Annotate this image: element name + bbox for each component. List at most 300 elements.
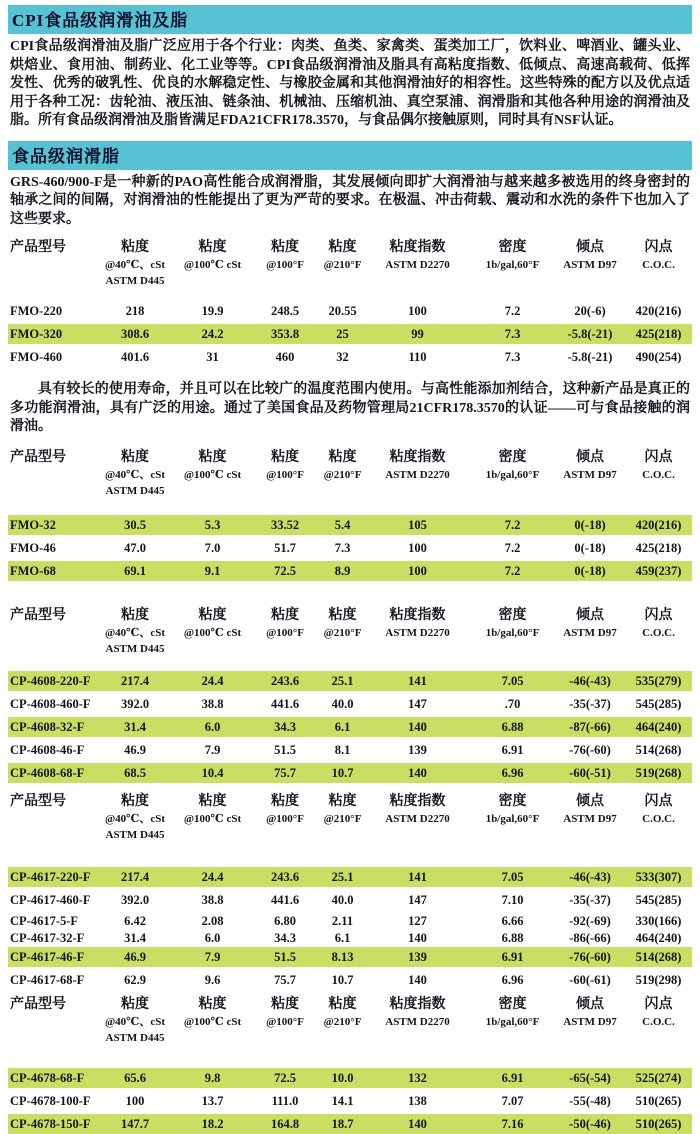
column-header-method: ASTM D445 (105, 275, 165, 287)
column-header-3 (320, 793, 365, 827)
column-header-condition: @100°F (266, 259, 304, 271)
table-header-row (8, 793, 692, 843)
column-header-0 (95, 793, 175, 843)
value-col-0: 392.0 (120, 696, 150, 711)
column-header-condition: @100°F (266, 812, 304, 825)
column-header-title: 粘度指数 (389, 793, 446, 809)
intro-paragraph: CPI食品级润滑油及脂广泛应用于各个行业：肉类、鱼类、家禽类、蛋类加工厂，饮料业、啤酒业、罐头业、烘焙业、食用油、制药业、化工业等等。CPI食品级润滑油及脂具有高粘度指数、低倾点、高速高载荷、低挥发性、优秀的破乳性、优良的水解稳定性、与橡胶金属和其他润滑油好的相容性。这些特殊的配方以及优点适用于各种工况：齿轮油、液压油、链条油、机械油、压缩机油、真空泵浦、润滑脂和其他各种用途的润滑油及脂。所有食品级润滑油及脂皆满足FDA21CFR178.3570，与食品偶尔接触原则，同时具有NSF认证。 (10, 39, 690, 128)
column-header-title: 粘度 (271, 240, 299, 255)
column-header-title: 粘度 (271, 607, 299, 623)
table-row (8, 694, 692, 714)
column-header-title: 密度 (498, 607, 527, 623)
column-header-condition: ASTM D97 (563, 468, 617, 481)
column-header-title: 倾点 (576, 607, 604, 623)
column-header-title: 闪点 (644, 607, 673, 623)
product-model: FMO-32 (10, 517, 56, 532)
column-header-7 (625, 449, 692, 483)
column-header-3 (320, 996, 365, 1030)
column-header-method: ASTM D445 (105, 642, 165, 655)
value-col-5: 7.3 (504, 327, 521, 341)
column-header-condition: 1b/gal,60°F (485, 626, 540, 639)
column-header-title: 粘度 (328, 996, 357, 1012)
value-col-5: 6.96 (501, 972, 524, 987)
value-col-7: 425(218) (635, 327, 682, 341)
column-header-method: ASTM D445 (105, 828, 165, 841)
column-header-5 (470, 793, 555, 827)
value-col-0: 392.0 (120, 892, 150, 907)
value-col-2: 51.7 (274, 540, 296, 555)
product-model: FMO-220 (10, 304, 63, 318)
table-row (8, 538, 692, 558)
value-col-2: 72.5 (274, 563, 296, 578)
value-col-6: -5.8(-21) (567, 350, 613, 364)
value-col-2: 34.3 (274, 719, 296, 734)
table-row (8, 347, 692, 367)
column-header-title: 粘度 (198, 449, 227, 465)
value-col-3: 2.11 (331, 913, 354, 928)
value-col-5: 6.91 (501, 742, 524, 757)
value-col-2: 75.7 (274, 972, 296, 987)
value-col-2: 353.8 (270, 327, 300, 341)
spec-table-cp-4608-series (8, 607, 692, 783)
value-col-2: 460 (275, 350, 295, 364)
column-header-title: 粘度 (198, 793, 227, 809)
value-col-0: 30.5 (124, 517, 146, 532)
value-col-6: -60(-61) (569, 972, 611, 987)
value-col-4: 100 (408, 304, 427, 318)
table-row (8, 913, 692, 930)
column-header-6 (555, 793, 625, 827)
value-col-1: 24.2 (201, 327, 224, 341)
value-col-3: 25 (336, 327, 349, 341)
column-header-title: 粘度 (328, 793, 357, 809)
value-col-0: 68.5 (124, 765, 146, 780)
value-col-0: 217.4 (120, 673, 150, 688)
column-header-condition: C.O.C. (642, 812, 675, 825)
value-col-7: 519(298) (635, 972, 682, 987)
column-header-product-model: 产品型号 (10, 607, 66, 623)
value-col-5: 7.10 (501, 892, 524, 907)
value-col-1: 10.4 (201, 765, 224, 780)
column-header-product-model: 产品型号 (10, 996, 66, 1012)
value-col-7: 425(218) (635, 540, 682, 555)
section-title-oils-and-greases (8, 5, 692, 34)
product-model: FMO-460 (10, 350, 63, 364)
table-row (8, 1091, 692, 1111)
column-header-0 (95, 607, 175, 657)
value-col-0: 6.42 (124, 913, 146, 928)
column-header-condition: @40℃、cSt (104, 812, 166, 825)
value-col-2: 164.8 (270, 1116, 300, 1131)
column-header-5 (470, 239, 555, 273)
column-header-0 (95, 449, 175, 499)
value-col-4: 141 (408, 673, 427, 688)
column-header-1 (175, 449, 250, 483)
column-header-product-model: 产品型号 (10, 240, 66, 255)
value-col-4: 140 (408, 930, 427, 945)
value-col-1: 2.08 (201, 913, 224, 928)
value-col-4: 127 (408, 913, 427, 928)
value-col-6: -92(-69) (569, 913, 611, 928)
value-col-1: 7.0 (204, 540, 221, 555)
table-row (8, 1114, 692, 1134)
value-col-0: 308.6 (120, 327, 150, 341)
value-col-6: -55(-48) (569, 1093, 611, 1108)
value-col-2: 243.6 (270, 673, 300, 688)
value-col-0: 47.0 (124, 540, 146, 555)
value-col-6: -46(-43) (569, 869, 611, 884)
value-col-7: 514(268) (635, 949, 682, 964)
column-header-title: 闪点 (644, 996, 673, 1012)
column-header-7 (625, 607, 692, 641)
value-col-7: 420(216) (635, 517, 682, 532)
value-col-0: 65.6 (124, 1070, 146, 1085)
column-header-0 (95, 239, 175, 289)
value-col-3: 8.13 (331, 949, 354, 964)
column-header-title: 倾点 (576, 996, 604, 1012)
column-header-condition: @100℃ cSt (183, 812, 242, 825)
value-col-6: -60(-51) (569, 765, 611, 780)
column-header-condition: C.O.C. (642, 468, 675, 481)
column-header-condition: ASTM D2270 (385, 468, 450, 481)
product-model: CP-4617-32-F (10, 930, 85, 945)
table-row (8, 947, 692, 967)
column-header-condition: @100℃ cSt (183, 626, 242, 639)
column-header-title: 粘度 (271, 793, 299, 809)
value-col-5: 7.2 (504, 540, 521, 555)
column-header-title: 倾点 (576, 240, 604, 255)
column-header-3 (320, 239, 365, 273)
column-header-condition: ASTM D2270 (385, 259, 450, 271)
column-header-condition: C.O.C. (642, 1015, 675, 1028)
value-col-4: 147 (408, 892, 427, 907)
column-header-method: ASTM D445 (105, 484, 165, 497)
value-col-4: 139 (408, 949, 427, 964)
value-col-7: 510(265) (635, 1093, 682, 1108)
column-header-condition: @210°F (323, 812, 362, 825)
value-col-3: 8.9 (334, 563, 351, 578)
value-col-3: 5.4 (334, 517, 351, 532)
spec-table-fmo-30-series (8, 449, 692, 581)
value-col-7: 490(254) (635, 350, 682, 364)
spec-table-fmo-200-series (8, 239, 692, 367)
column-header-condition: @40℃、cSt (104, 259, 166, 271)
value-col-2: 6.80 (274, 913, 296, 928)
value-col-1: 19.9 (201, 304, 224, 318)
table-row (8, 1068, 692, 1088)
table-header-row (8, 239, 692, 289)
column-header-condition: @210°F (323, 259, 362, 271)
value-col-6: -86(-66) (569, 930, 611, 945)
value-col-1: 24.4 (201, 673, 224, 688)
fmo-benefits-paragraph: 具有较长的使用寿命，并且可以在比较广的温度范围内使用。与高性能添加剂结合，这种新产品是真正的多功能润滑油，具有广泛的用途。通过了美国食品及药物管理局21CFR178.3570的认证——可与食品接触的润滑油。 (10, 382, 690, 434)
value-col-6: -35(-37) (569, 696, 611, 711)
product-model: CP-4608-32-F (10, 719, 85, 734)
column-header-title: 粘度 (198, 240, 227, 255)
column-header-title: 粘度指数 (389, 607, 446, 623)
column-header-1 (175, 793, 250, 827)
value-col-5: 7.07 (501, 1093, 524, 1108)
column-header-title: 密度 (498, 996, 527, 1012)
column-header-title: 粘度 (271, 996, 299, 1012)
value-col-5: 7.16 (501, 1116, 524, 1131)
value-col-7: 420(216) (635, 304, 682, 318)
section-title-food-grade-grease (8, 141, 692, 170)
value-col-2: 75.7 (274, 765, 296, 780)
column-header-1 (175, 239, 250, 273)
value-col-1: 38.8 (201, 696, 224, 711)
value-col-3: 6.1 (334, 930, 351, 945)
value-col-3: 8.1 (334, 742, 351, 757)
value-col-4: 147 (408, 696, 427, 711)
column-header-4 (365, 449, 470, 483)
value-col-2: 51.5 (274, 742, 296, 757)
value-col-0: 100 (125, 1093, 145, 1108)
column-header-title: 粘度 (121, 996, 149, 1012)
table-row (8, 890, 692, 910)
column-header-0 (95, 996, 175, 1046)
product-model: CP-4617-46-F (10, 949, 85, 964)
value-col-2: 33.52 (270, 517, 300, 532)
column-header-title: 闪点 (644, 240, 673, 255)
value-col-4: 110 (408, 350, 427, 364)
table-row (8, 763, 692, 783)
column-header-4 (365, 996, 470, 1030)
column-header-condition: @210°F (323, 1015, 362, 1028)
value-col-1: 31 (206, 350, 219, 364)
value-col-0: 46.9 (124, 742, 146, 757)
column-header-title: 粘度指数 (389, 996, 446, 1012)
column-header-4 (365, 239, 470, 273)
product-model: CP-4678-100-F (10, 1093, 91, 1108)
table-row (8, 867, 692, 887)
value-col-5: 6.91 (501, 1070, 524, 1085)
value-col-3: 25.1 (331, 673, 354, 688)
value-col-2: 243.6 (270, 869, 300, 884)
column-header-title: 闪点 (644, 793, 673, 809)
value-col-3: 25.1 (331, 869, 354, 884)
table-row (8, 324, 692, 344)
column-header-condition: @100℃ cSt (183, 1015, 242, 1028)
value-col-6: -5.8(-21) (567, 327, 613, 341)
column-header-title: 粘度 (121, 793, 149, 809)
product-model: CP-4608-220-F (10, 673, 91, 688)
value-col-1: 38.8 (201, 892, 224, 907)
column-header-5 (470, 996, 555, 1030)
value-col-3: 40.0 (331, 696, 354, 711)
column-header-title: 闪点 (644, 449, 673, 465)
value-col-2: 248.5 (270, 304, 300, 318)
column-header-condition: @40℃、cSt (104, 468, 166, 481)
value-col-6: -65(-54) (569, 1070, 611, 1085)
value-col-0: 147.7 (120, 1116, 150, 1131)
value-col-6: -76(-60) (569, 742, 611, 757)
product-model: FMO-68 (10, 563, 56, 578)
column-header-title: 粘度 (121, 607, 149, 623)
column-header-7 (625, 793, 692, 827)
value-col-6: 0(-18) (574, 517, 606, 532)
column-header-condition: ASTM D97 (563, 259, 617, 271)
column-header-condition: C.O.C. (642, 259, 675, 271)
value-col-4: 132 (408, 1070, 427, 1085)
table-row (8, 671, 692, 691)
value-col-7: 459(237) (635, 563, 682, 578)
column-header-2 (250, 793, 320, 827)
value-col-2: 441.6 (270, 892, 300, 907)
product-model: CP-4617-220-F (10, 869, 91, 884)
column-header-title: 粘度指数 (389, 240, 446, 255)
value-col-5: 6.66 (501, 913, 524, 928)
value-col-5: 6.88 (501, 719, 524, 734)
value-col-3: 10.0 (331, 1070, 354, 1085)
table-header-row (8, 996, 692, 1046)
value-col-1: 9.1 (204, 563, 221, 578)
value-col-7: 330(166) (635, 913, 682, 928)
value-col-7: 519(268) (635, 765, 682, 780)
value-col-3: 10.7 (331, 972, 354, 987)
column-header-2 (250, 449, 320, 483)
product-model: CP-4678-150-F (10, 1116, 91, 1131)
column-header-condition: ASTM D2270 (385, 1015, 450, 1028)
column-header-method: ASTM D445 (105, 1031, 165, 1044)
column-header-title: 倾点 (576, 449, 604, 465)
table-row (8, 561, 692, 581)
table-header-row (8, 607, 692, 657)
column-header-1 (175, 996, 250, 1030)
value-col-1: 5.3 (204, 517, 221, 532)
value-col-1: 9.8 (204, 1070, 221, 1085)
value-col-3: 32 (336, 350, 349, 364)
product-model: CP-4617-68-F (10, 972, 85, 987)
value-col-7: 545(285) (635, 892, 682, 907)
value-col-7: 464(240) (635, 930, 682, 945)
column-header-title: 粘度 (198, 607, 227, 623)
column-header-title: 倾点 (576, 793, 604, 809)
column-header-title: 粘度 (121, 240, 149, 255)
value-col-1: 9.6 (204, 972, 221, 987)
column-header-6 (555, 607, 625, 641)
product-model: CP-4678-68-F (10, 1070, 85, 1085)
column-header-4 (365, 607, 470, 641)
column-header-6 (555, 239, 625, 273)
column-header-3 (320, 449, 365, 483)
value-col-0: 62.9 (124, 972, 146, 987)
product-model: CP-4608-68-F (10, 765, 85, 780)
value-col-7: 535(279) (635, 673, 682, 688)
value-col-2: 441.6 (270, 696, 300, 711)
value-col-1: 24.4 (201, 869, 224, 884)
column-header-condition: C.O.C. (642, 626, 675, 639)
column-header-condition: 1b/gal,60°F (485, 259, 540, 271)
value-col-4: 140 (408, 765, 427, 780)
value-col-0: 31.4 (124, 930, 146, 945)
value-col-4: 105 (408, 517, 427, 532)
table-header-row (8, 449, 692, 499)
value-col-6: 0(-18) (574, 563, 606, 578)
product-model: CP-4617-5-F (10, 913, 79, 928)
value-col-5: 6.91 (501, 949, 524, 964)
column-header-7 (625, 996, 692, 1030)
value-col-4: 141 (408, 869, 427, 884)
column-header-condition: @210°F (323, 626, 362, 639)
column-header-title: 密度 (498, 240, 527, 255)
column-header-title: 密度 (498, 449, 527, 465)
table-row (8, 717, 692, 737)
column-header-7 (625, 239, 692, 273)
value-col-4: 140 (408, 719, 427, 734)
value-col-5: 7.3 (504, 350, 521, 364)
column-header-6 (555, 996, 625, 1030)
column-header-2 (250, 239, 320, 273)
column-header-condition: ASTM D97 (563, 812, 617, 825)
value-col-1: 6.0 (204, 930, 221, 945)
table-row (8, 301, 692, 321)
table-row (8, 740, 692, 760)
value-col-1: 7.9 (204, 949, 221, 964)
column-header-condition: @100℃ cSt (183, 259, 242, 271)
product-model: FMO-46 (10, 540, 56, 555)
value-col-3: 14.1 (331, 1093, 354, 1108)
column-header-title: 粘度 (198, 996, 227, 1012)
value-col-0: 218 (125, 304, 145, 318)
column-header-2 (250, 607, 320, 641)
column-header-condition: @40℃、cSt (104, 626, 166, 639)
column-header-condition: 1b/gal,60°F (485, 1015, 540, 1028)
column-header-5 (470, 449, 555, 483)
value-col-6: -76(-60) (569, 949, 611, 964)
column-header-condition: ASTM D2270 (385, 812, 450, 825)
value-col-5: 7.2 (504, 517, 521, 532)
value-col-0: 46.9 (124, 949, 146, 964)
value-col-7: 514(268) (635, 742, 682, 757)
table-row (8, 515, 692, 535)
value-col-1: 6.0 (204, 719, 221, 734)
value-col-5: 7.2 (504, 304, 521, 318)
value-col-1: 13.7 (201, 1093, 224, 1108)
column-header-condition: @210°F (323, 468, 362, 481)
value-col-5: .70 (504, 696, 521, 711)
value-col-6: 20(-6) (574, 304, 606, 318)
column-header-condition: ASTM D2270 (385, 626, 450, 639)
value-col-1: 18.2 (201, 1116, 224, 1131)
value-col-3: 7.3 (334, 540, 351, 555)
column-header-product-model: 产品型号 (10, 449, 66, 465)
value-col-4: 140 (408, 1116, 427, 1131)
value-col-6: 0(-18) (574, 540, 606, 555)
value-col-4: 99 (411, 327, 424, 341)
column-header-condition: 1b/gal,60°F (485, 812, 540, 825)
section-title-text: 食品级润滑脂 (12, 146, 120, 166)
column-header-title: 粘度 (271, 449, 299, 465)
column-header-condition: @100°F (266, 468, 304, 481)
column-header-condition: @40℃、cSt (104, 1015, 166, 1028)
value-col-7: 533(307) (635, 869, 682, 884)
value-col-2: 34.3 (274, 930, 296, 945)
column-header-condition: @100°F (266, 626, 304, 639)
value-col-4: 100 (408, 540, 427, 555)
value-col-7: 464(240) (635, 719, 682, 734)
column-header-title: 粘度 (328, 449, 357, 465)
value-col-3: 20.55 (328, 304, 357, 318)
spec-table-cp-4617-series (8, 793, 692, 990)
value-col-5: 6.88 (501, 930, 524, 945)
value-col-3: 6.1 (334, 719, 351, 734)
column-header-product-model: 产品型号 (10, 793, 66, 809)
column-header-3 (320, 607, 365, 641)
value-col-6: -35(-37) (569, 892, 611, 907)
value-col-2: 111.0 (271, 1093, 299, 1108)
column-header-2 (250, 996, 320, 1030)
